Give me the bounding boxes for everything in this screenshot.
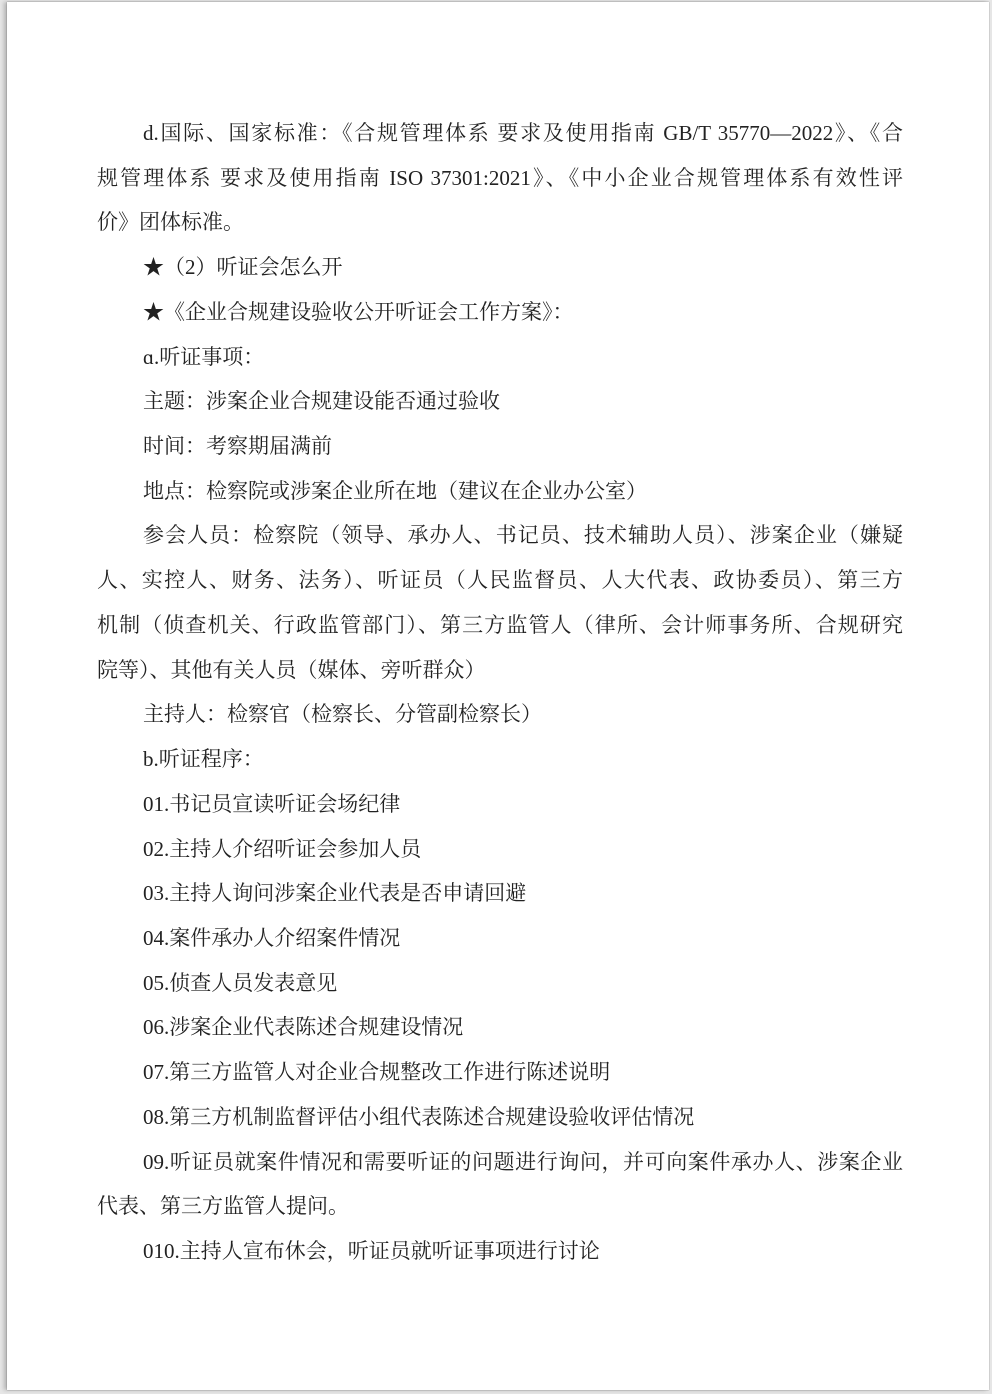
procedure-step: 03.主持人询问涉案企业代表是否申请回避 <box>143 881 527 906</box>
procedure-step: 05.侦查人员发表意见 <box>143 970 338 995</box>
procedure-step <box>97 1140 903 1229</box>
hearing-host: 主持人：检察官（检察长、分管副检察长） <box>143 702 542 727</box>
text-line: 09.听证员就案件情况和需要听证的问题进行询问，并可向案件承办人、涉案企业 <box>143 1149 903 1174</box>
procedure-step: 010.主持人宣布休会，听证员就听证事项进行讨论 <box>143 1238 600 1263</box>
text-line: d.国际、国家标准：《合规管理体系 要求及使用指南 GB/T 35770—2022》、《合 <box>143 121 903 145</box>
text-line: 参会人员：检察院（领导、承办人、书记员、技术辅助人员）、涉案企业（嫌疑 <box>143 523 903 548</box>
procedure-step: 06.涉案企业代表陈述合规建设情况 <box>143 1015 464 1040</box>
hearing-matters-section <box>97 335 903 737</box>
text-line: 代表、第三方监管人提问。 <box>97 1194 349 1219</box>
text-line: 规管理体系 要求及使用指南 ISO 37301:2021》、《中小企业合规管理体系有效性评 <box>97 165 903 190</box>
text-line: 院等）、其他有关人员（媒体、旁听群众） <box>97 657 486 682</box>
hearing-time: 时间：考察期届满前 <box>143 434 332 459</box>
procedure-step: 08.第三方机制监督评估小组代表陈述合规建设验收评估情况 <box>143 1104 695 1129</box>
document-body <box>97 111 903 1274</box>
procedure-step: 04.案件承办人介绍案件情况 <box>143 925 401 950</box>
text-line: 人、实控人、财务、法务）、听证员（人民监督员、人大代表、政协委员）、第三方 <box>97 568 903 593</box>
hearing-subject: 主题：涉案企业合规建设能否通过验收 <box>143 389 500 414</box>
procedure-step: 02.主持人介绍听证会参加人员 <box>143 836 422 861</box>
section-heading: ★（2）听证会怎么开 <box>143 255 343 280</box>
procedure-section <box>97 737 903 1274</box>
plan-title: ★《企业合规建设验收公开听证会工作方案》： <box>143 299 574 324</box>
procedure-step: 07.第三方监管人对企业合规整改工作进行陈述说明 <box>143 1060 611 1085</box>
text-line: 机制（侦查机关、行政监管部门）、第三方监管人（律所、会计师事务所、合规研究 <box>97 612 903 637</box>
procedure-heading: b.听证程序： <box>143 747 264 772</box>
procedure-step: 01.书记员宣读听证会场纪律 <box>143 791 401 816</box>
hearing-matters-heading: ɑ.听证事项： <box>143 344 265 369</box>
hearing-location: 地点：检察院或涉案企业所在地（建议在企业办公室） <box>143 478 647 503</box>
document-page <box>7 2 989 1390</box>
paragraph-standards <box>97 111 903 245</box>
text-line: 价》团体标准。 <box>97 210 244 235</box>
hearing-participants <box>97 513 903 692</box>
